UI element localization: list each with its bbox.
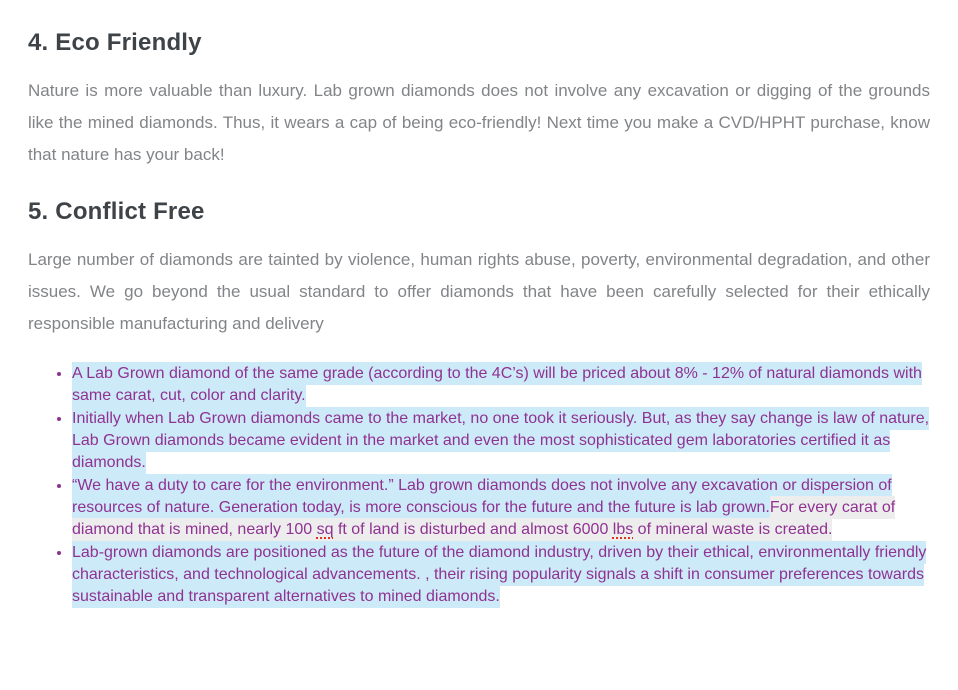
highlighted-text-segment: A Lab Grown diamond of the same grade (according to the 4C’s) will be priced about 8% - 12% of natural diamonds with same carat, cut, color and clarity. (72, 362, 922, 407)
highlighted-text-segment: For every carat of diamond that is mined, nearly 100 (72, 496, 895, 541)
list-item (72, 474, 930, 541)
highlighted-text-segment: ft of land is disturbed and almost 6000 (334, 518, 613, 541)
heading-conflict-free: 5. Conflict Free (28, 198, 205, 225)
section-conflict-free (28, 197, 930, 340)
highlighted-bullet-list (28, 362, 930, 608)
highlighted-text-segment: Lab-grown diamonds are positioned as the future of the diamond industry, driven by their ethical, environmentally friendly characteristics, and technological advancements. , their rising popularity signals a shift in consumer preferences towards sustainable and transparent alternatives to mined diamonds. (72, 541, 926, 608)
misspelled-word: lbs (613, 518, 633, 541)
list-item (72, 541, 930, 608)
list-item (72, 362, 930, 407)
paragraph-conflict-free: Large number of diamonds are tainted by violence, human rights abuse, poverty, environmental degradation, and other issues. We go beyond the usual standard to offer diamonds that have been carefully selected for their ethically responsible manufacturing and delivery (28, 250, 930, 333)
section-eco-friendly (28, 28, 930, 171)
highlighted-text-segment: “We have a duty to care for the environment.” Lab grown diamonds does not involve any excavation or dispersion of resources of nature. Generation today, is more conscious for the future and the future is lab grown. (72, 474, 892, 519)
list-item (72, 407, 930, 474)
paragraph-eco-friendly: Nature is more valuable than luxury. Lab grown diamonds does not involve any excavation or digging of the grounds like the mined diamonds. Thus, it wears a cap of being eco-friendly! Next time you make a CVD/HPHT purchase, know that nature has your back! (28, 81, 930, 164)
highlighted-text-segment: of mineral waste is created. (633, 518, 832, 541)
highlighted-text-segment: Initially when Lab Grown diamonds came to the market, no one took it seriously. But, as they say change is law of nature, Lab Grown diamonds became evident in the market and even the most sophisticated gem laboratories certified it as diamonds. (72, 407, 929, 474)
heading-eco-friendly: 4. Eco Friendly (28, 29, 202, 56)
misspelled-word: sq (317, 518, 334, 541)
